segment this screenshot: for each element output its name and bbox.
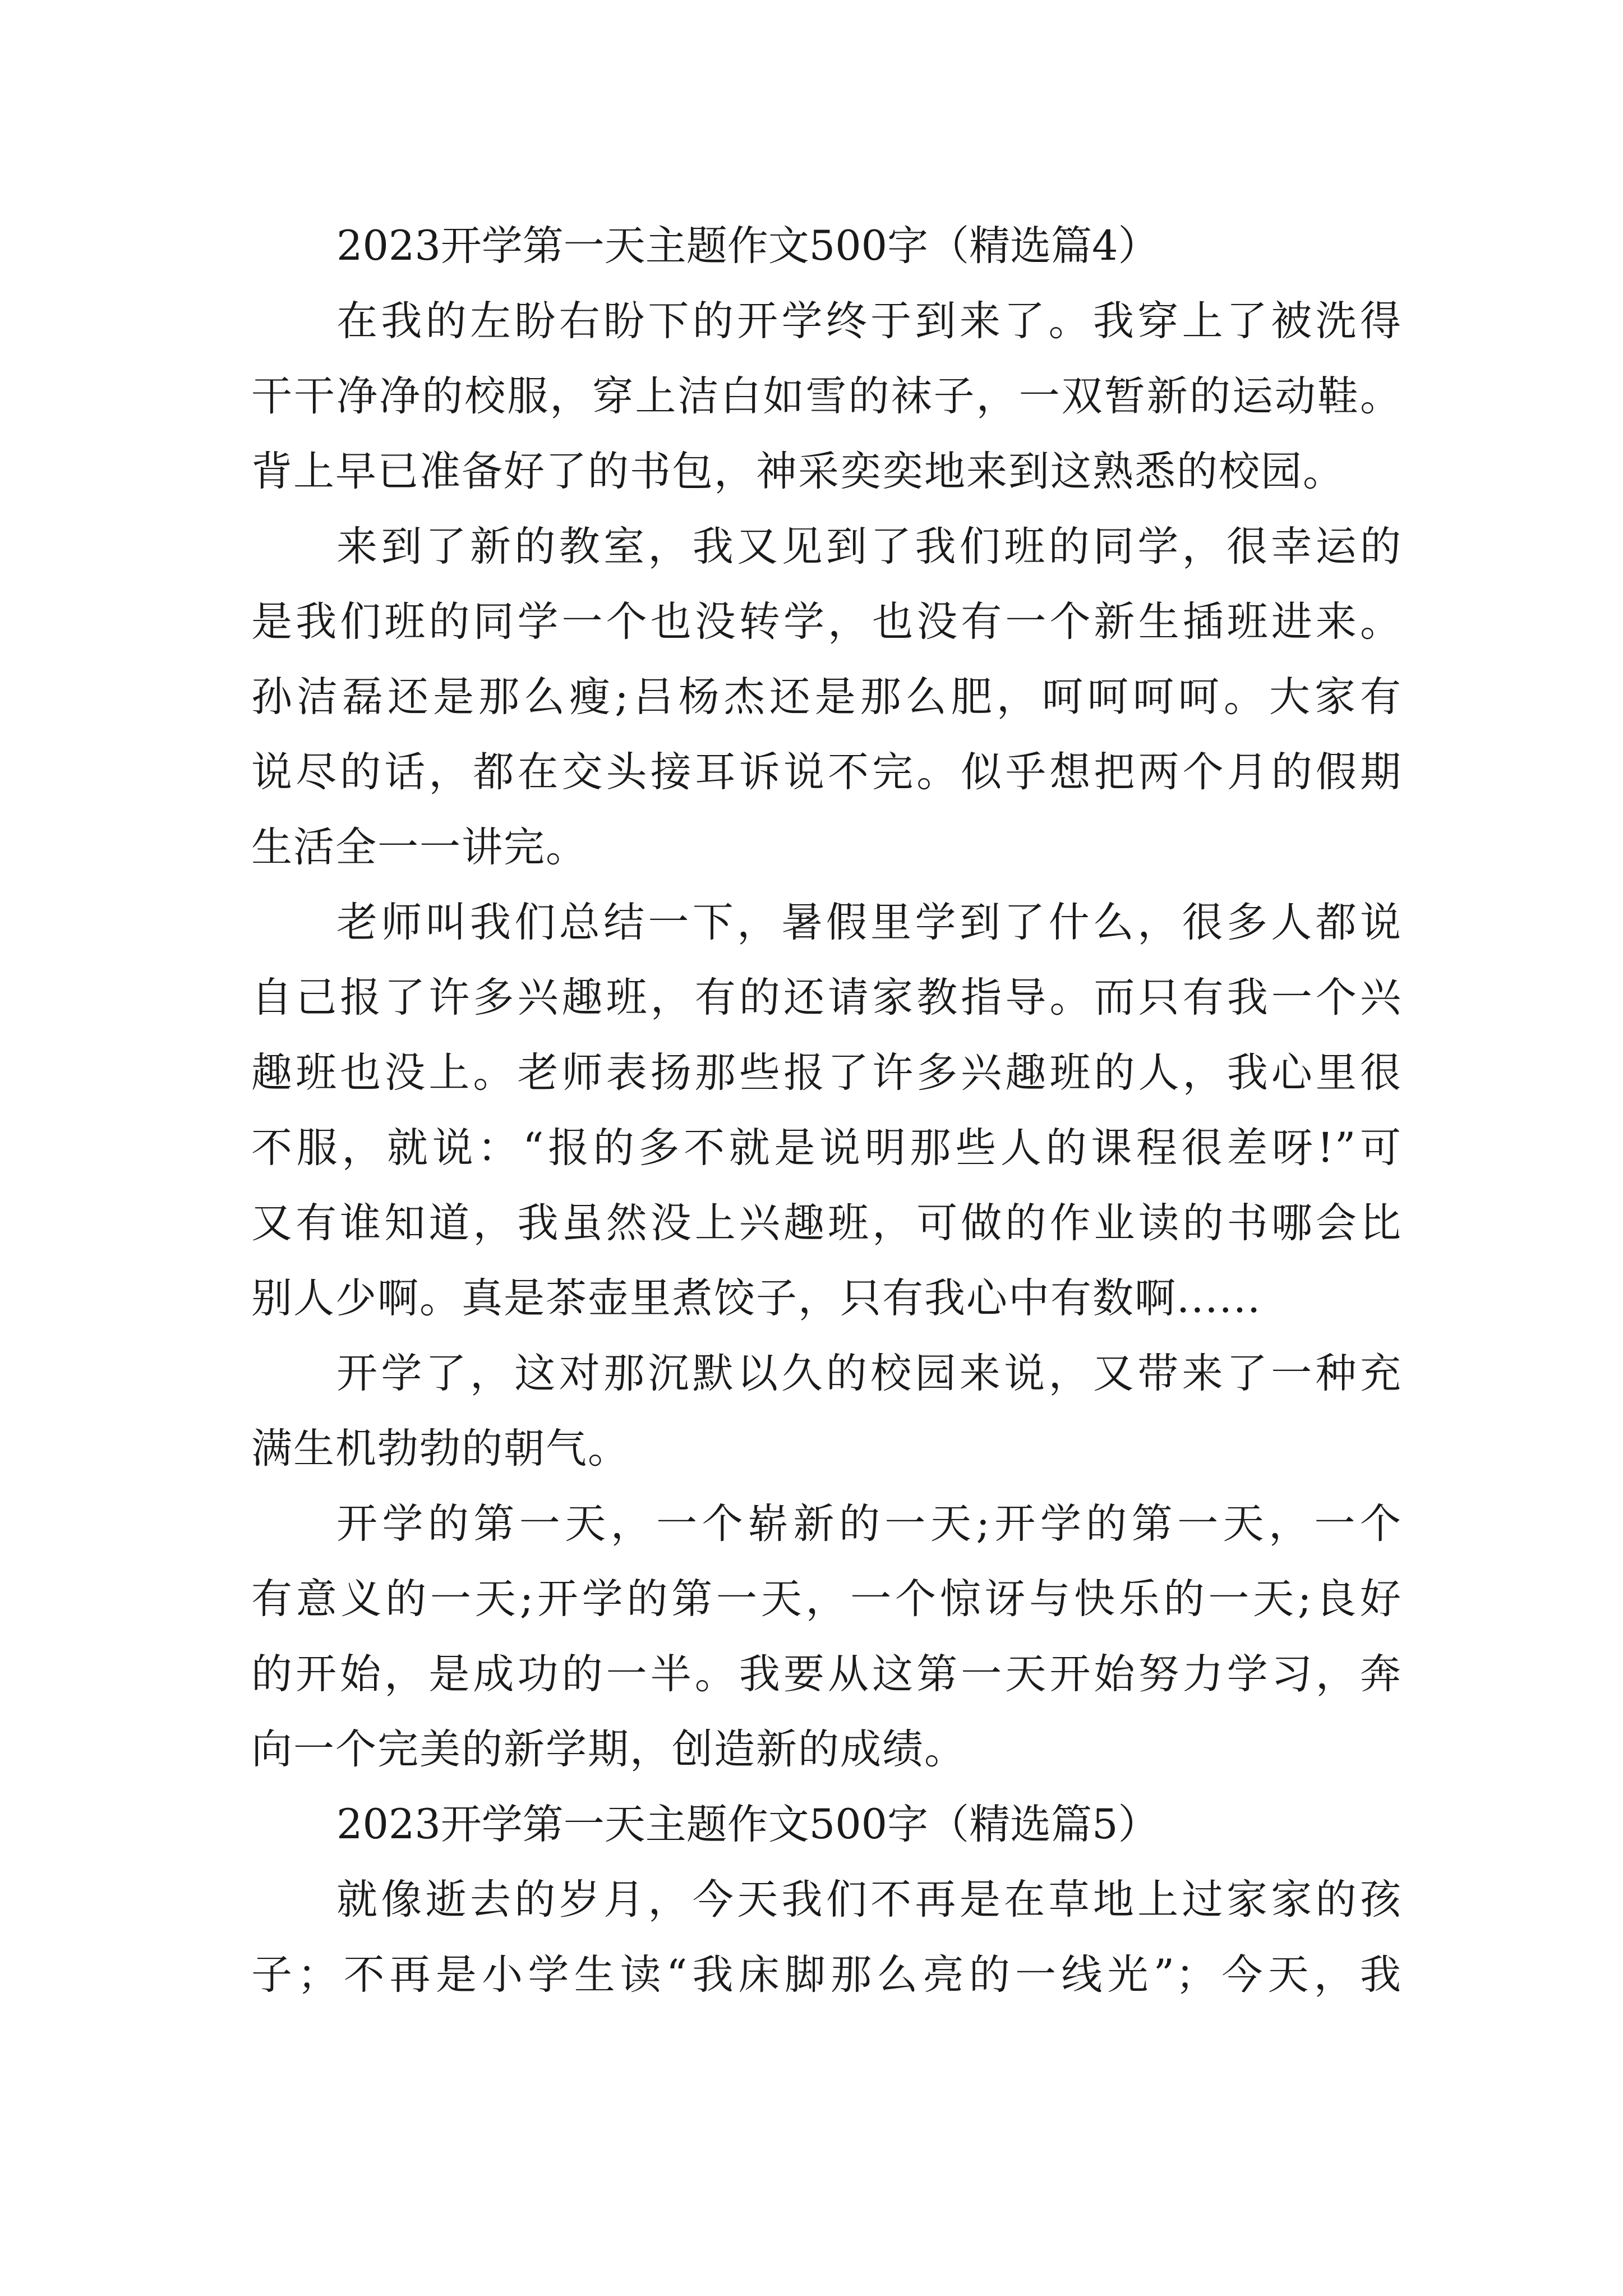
text-line: 背上早已准备好了的书包，神采奕奕地来到这熟悉的校园。 bbox=[251, 448, 1345, 495]
text-line: 是我们班的同学一个也没转学，也没有一个新生插班进来。 bbox=[251, 598, 1402, 646]
text-line: 孙洁磊还是那么瘦;吕杨杰还是那么肥，呵呵呵呵。大家有 bbox=[251, 673, 1402, 721]
text-line: 有意义的一天;开学的第一天，一个惊讶与快乐的一天;良好 bbox=[251, 1575, 1402, 1623]
essay-heading-5: 2023开学第一天主题作文500字（精选篇5） bbox=[336, 1801, 1159, 1848]
text-line: 别人少啊。真是茶壶里煮饺子，只有我心中有数啊...... bbox=[251, 1274, 1262, 1322]
text-line: 又有谁知道，我虽然没上兴趣班，可做的作业读的书哪会比 bbox=[251, 1199, 1402, 1247]
text-line: 子；不再是小学生读“我床脚那么亮的一线光”；今天，我 bbox=[251, 1951, 1402, 1999]
text-line: 趣班也没上。老师表扬那些报了许多兴趣班的人，我心里很 bbox=[251, 1049, 1402, 1097]
text-line: 开学了，这对那沉默以久的校园来说，又带来了一种充 bbox=[336, 1350, 1402, 1397]
text-line: 自己报了许多兴趣班，有的还请家教指导。而只有我一个兴 bbox=[251, 974, 1402, 1022]
text-line: 就像逝去的岁月，今天我们不再是在草地上过家家的孩 bbox=[336, 1876, 1402, 1924]
text-line: 来到了新的教室，我又见到了我们班的同学，很幸运的 bbox=[336, 523, 1402, 570]
text-line: 生活全一一讲完。 bbox=[251, 823, 588, 871]
text-line: 老师叫我们总结一下，暑假里学到了什么，很多人都说 bbox=[336, 899, 1402, 946]
text-line: 向一个完美的新学期，创造新的成绩。 bbox=[251, 1726, 966, 1773]
text-line: 的开始，是成功的一半。我要从这第一天开始努力学习，奔 bbox=[251, 1650, 1402, 1698]
essay-heading-4: 2023开学第一天主题作文500字（精选篇4） bbox=[336, 222, 1159, 270]
text-line: 开学的第一天，一个崭新的一天;开学的第一天，一个 bbox=[336, 1500, 1402, 1548]
text-line: 说尽的话，都在交头接耳诉说不完。似乎想把两个月的假期 bbox=[251, 748, 1402, 796]
text-line: 满生机勃勃的朝气。 bbox=[251, 1425, 630, 1473]
text-line: 干干净净的校服，穿上洁白如雪的袜子，一双暂新的运动鞋。 bbox=[251, 372, 1402, 420]
text-line: 不服，就说：“报的多不就是说明那些人的课程很差呀!”可 bbox=[251, 1124, 1402, 1172]
text-line: 在我的左盼右盼下的开学终于到来了。我穿上了被洗得 bbox=[336, 297, 1402, 345]
